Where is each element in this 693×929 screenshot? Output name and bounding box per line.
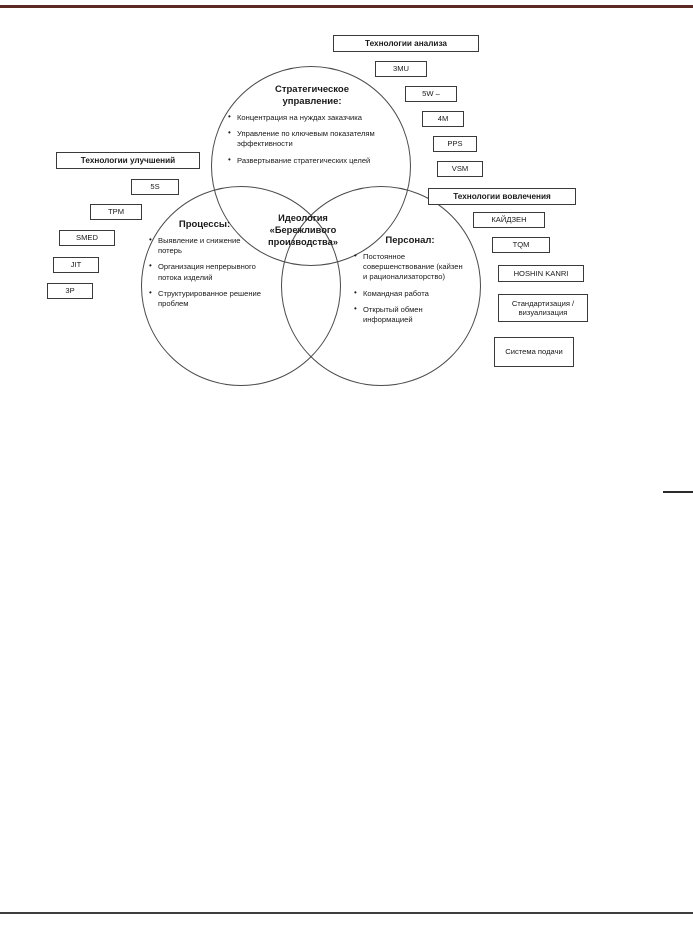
list-item: • Выявление и снижение потерь [147,236,262,257]
box-analysis-vsm: VSM [437,161,483,177]
sector-strategy [226,84,398,172]
box-involvement-hoshin-kanri: HOSHIN KANRI [498,265,584,282]
sector-processes [147,219,262,315]
box-involvement-standardization: Стандартизация / визуализация [498,294,588,322]
list-item: • Концентрация на нуждах заказчика [226,113,398,123]
box-improvement-smed: SMED [59,230,115,246]
box-improvement-3p: 3P [47,283,93,299]
box-analysis-3mu: 3MU [375,61,427,77]
sector-processes-bullets [147,236,262,310]
list-item: • Структурированное решение проблем [147,289,262,310]
sector-personnel-bullets [352,252,468,326]
sector-strategy-bullets [226,113,398,166]
sector-strategy-title [226,84,398,108]
box-involvement-suggestion-system: Система подачи [494,337,574,367]
list-item: • Постоянное совершенствование (кайзен и рационализаторство) [352,252,468,283]
sector-strategy-title-line1: Стратегическое [274,84,349,95]
sector-strategy-title-line2: управление: [282,95,342,107]
box-analysis-pps: PPS [433,136,477,152]
page-right-rule [663,491,693,493]
group-header-analysis: Технологии анализа [333,35,479,52]
box-improvement-5s: 5S [131,179,179,195]
box-analysis-4m: 4M [422,111,464,127]
list-item: • Развертывание стратегических целей [226,156,398,166]
sector-processes-title: Процессы: [178,219,231,230]
sector-personnel-title: Персонал: [385,235,435,246]
venn-center-line2: «Бережливого [269,225,337,236]
page-bottom-rule [0,912,693,914]
sector-personnel [352,235,468,331]
list-item: • Командная работа [352,289,468,299]
list-item: • Открытый обмен информацией [352,305,468,326]
page-top-rule [0,5,693,8]
venn-center-label [248,212,358,248]
group-header-involvement: Технологии вовлечения [428,188,576,205]
box-improvement-jit: JIT [53,257,99,273]
venn-center-line3: производства» [268,237,338,248]
box-analysis-5w: 5W – [405,86,457,102]
list-item: • Организация непрерывного потока изделий [147,262,262,283]
box-involvement-kaizen: КАЙДЗЕН [473,212,545,228]
venn-center-line1: Идеология [278,213,328,223]
list-item: • Управление по ключевым показателям эффективности [226,129,398,150]
group-header-improvement: Технологии улучшений [56,152,200,169]
box-improvement-tpm: TPM [90,204,142,220]
box-involvement-tqm: TQM [492,237,550,253]
